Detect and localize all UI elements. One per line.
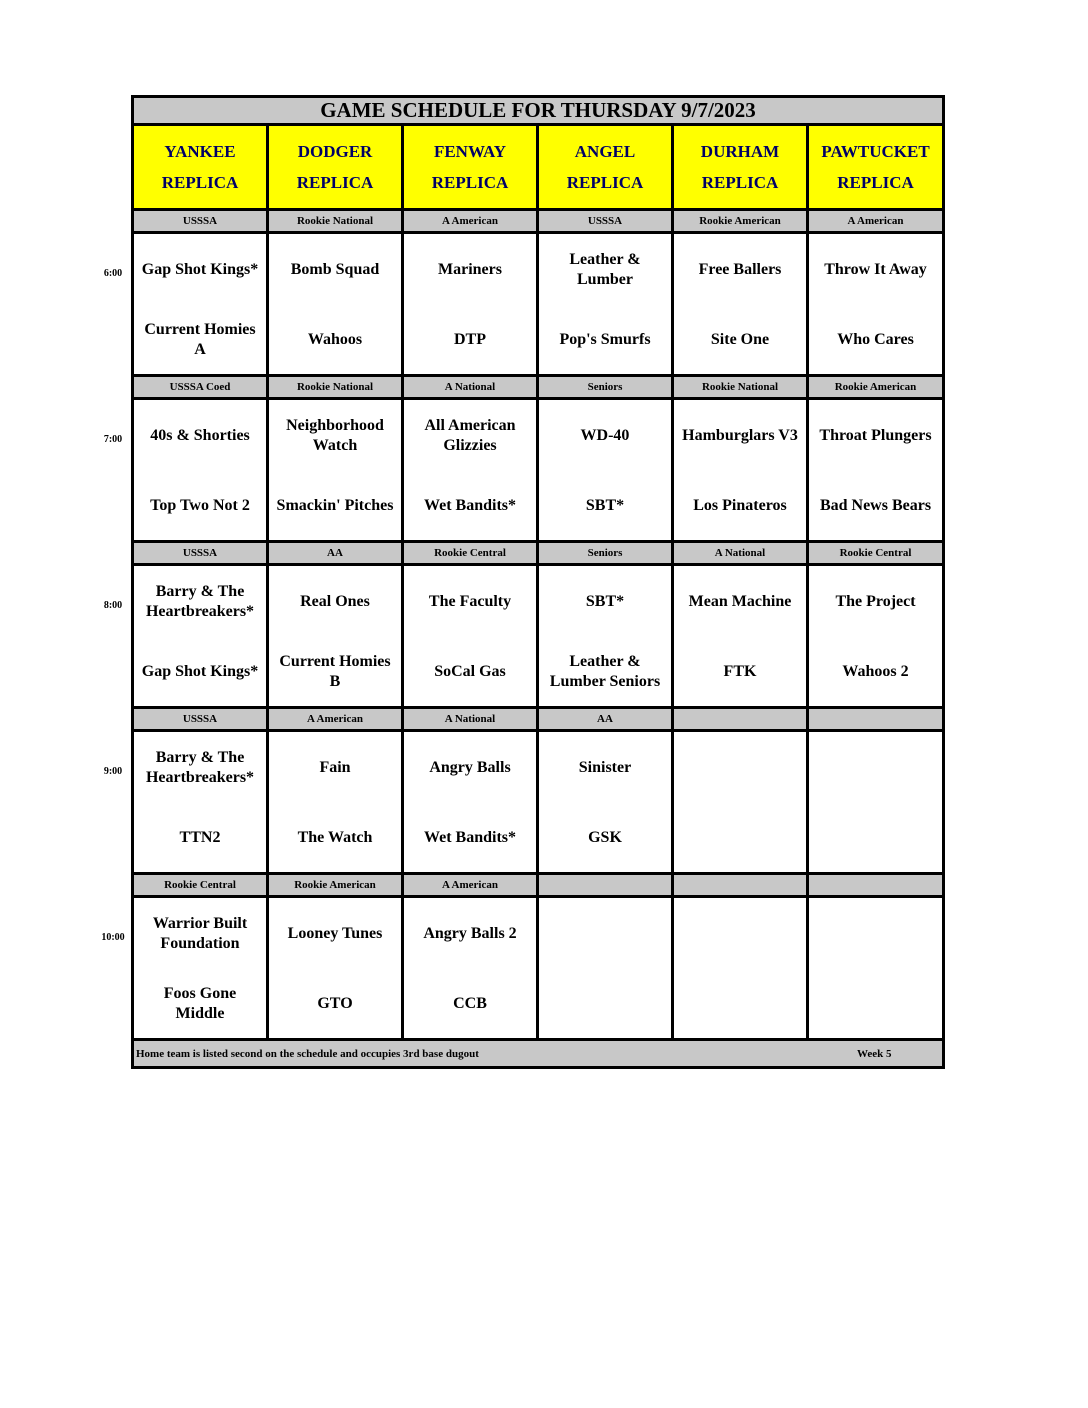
game-row bbox=[134, 732, 942, 875]
division-label: USSSA Coed bbox=[134, 377, 269, 397]
home-team: FTK bbox=[723, 663, 757, 680]
game-cell bbox=[674, 234, 809, 374]
away-team: Mariners bbox=[438, 261, 502, 278]
field-header: DODGER REPLICA bbox=[269, 126, 404, 208]
away-team bbox=[736, 898, 744, 970]
game-cell bbox=[134, 732, 269, 872]
home-team: SBT* bbox=[585, 497, 625, 514]
division-label: Rookie American bbox=[674, 211, 809, 231]
away-team: All American Glizzies bbox=[424, 417, 516, 454]
home-team: Foos Gone Middle bbox=[163, 985, 237, 1022]
away-team: Barry & The Heartbreakers* bbox=[145, 583, 255, 620]
division-label: USSSA bbox=[539, 211, 674, 231]
game-cell bbox=[134, 400, 269, 540]
away-team: 40s & Shorties bbox=[150, 427, 250, 444]
away-team: WD-40 bbox=[580, 427, 630, 444]
division-label: Rookie Central bbox=[839, 547, 912, 559]
game-cell bbox=[404, 566, 539, 706]
home-team: Wet Bandits* bbox=[423, 829, 516, 846]
division-label: Rookie National bbox=[269, 377, 404, 397]
game-cell bbox=[809, 566, 942, 706]
home-team: CCB bbox=[453, 995, 487, 1012]
game-cell bbox=[539, 234, 674, 374]
footer-note: Home team is listed second on the schedule and occupies 3rd base dugout bbox=[136, 1047, 479, 1060]
division-label bbox=[809, 709, 942, 729]
home-team: TTN2 bbox=[179, 829, 221, 846]
home-team bbox=[872, 970, 880, 1038]
away-team: Bomb Squad bbox=[290, 261, 380, 278]
week-label: Week 5 bbox=[857, 1047, 892, 1060]
game-row bbox=[134, 400, 942, 543]
division-label: USSSA bbox=[134, 543, 269, 563]
game-cell bbox=[539, 566, 674, 706]
division-row bbox=[134, 543, 942, 566]
game-cell bbox=[674, 566, 809, 706]
time-slot-label: 6:00 bbox=[103, 268, 123, 279]
division-label: Rookie National bbox=[269, 211, 404, 231]
home-team: Leather & Lumber Seniors bbox=[549, 653, 661, 690]
home-team: GSK bbox=[588, 829, 622, 846]
game-cell bbox=[809, 732, 942, 872]
home-team: Site One bbox=[710, 331, 770, 348]
home-team: Current Homies B bbox=[279, 653, 391, 690]
division-row bbox=[134, 377, 942, 400]
field-header: DURHAM REPLICA bbox=[674, 126, 809, 208]
away-team: Barry & The Heartbreakers* bbox=[145, 749, 255, 786]
field-header: ANGEL REPLICA bbox=[539, 126, 674, 208]
home-team: The Watch bbox=[297, 829, 373, 846]
home-team bbox=[736, 970, 744, 1038]
away-team: SBT* bbox=[585, 593, 625, 610]
division-label bbox=[674, 709, 809, 729]
away-team: Real Ones bbox=[300, 593, 370, 610]
home-team: DTP bbox=[454, 331, 486, 348]
game-cell bbox=[404, 234, 539, 374]
home-team: Wahoos 2 bbox=[842, 663, 909, 680]
division-label: AA bbox=[269, 543, 404, 563]
away-team: Neighborhood Watch bbox=[286, 417, 384, 454]
division-label: AA bbox=[539, 709, 674, 729]
game-cell bbox=[674, 898, 809, 1038]
home-team: Smackin' Pitches bbox=[276, 497, 394, 514]
home-team: Gap Shot Kings* bbox=[141, 663, 259, 680]
field-header-row bbox=[134, 126, 942, 211]
game-cell bbox=[539, 732, 674, 872]
division-label: USSSA bbox=[134, 211, 269, 231]
game-cell bbox=[269, 566, 404, 706]
home-team bbox=[872, 804, 880, 872]
home-team: SoCal Gas bbox=[434, 663, 506, 680]
home-team: Bad News Bears bbox=[819, 497, 932, 514]
away-team bbox=[872, 898, 880, 970]
division-label: Seniors bbox=[539, 377, 674, 397]
division-label: A National bbox=[404, 377, 539, 397]
time-slot-label: 7:00 bbox=[103, 434, 123, 445]
away-team: Fain bbox=[319, 759, 351, 776]
game-cell bbox=[269, 234, 404, 374]
away-team: Hamburglars V3 bbox=[682, 427, 798, 444]
home-team: Los Pinateros bbox=[693, 497, 787, 514]
time-slot-label: 8:00 bbox=[103, 600, 123, 611]
away-team bbox=[601, 898, 609, 970]
division-label: A American bbox=[847, 215, 904, 227]
game-cell bbox=[134, 566, 269, 706]
home-team: Who Cares bbox=[837, 331, 914, 348]
game-cell bbox=[539, 898, 674, 1038]
away-team: The Faculty bbox=[428, 593, 512, 610]
game-row bbox=[134, 898, 942, 1041]
game-row bbox=[134, 234, 942, 377]
game-cell bbox=[809, 898, 942, 1038]
home-team: Top Two Not 2 bbox=[150, 497, 250, 514]
game-row bbox=[134, 566, 942, 709]
away-team bbox=[736, 732, 744, 804]
game-cell bbox=[539, 400, 674, 540]
away-team: Looney Tunes bbox=[287, 925, 383, 942]
division-label bbox=[674, 875, 809, 895]
time-slot-label: 9:00 bbox=[103, 766, 123, 777]
division-row bbox=[134, 875, 942, 898]
away-team: Mean Machine bbox=[688, 593, 792, 610]
game-cell bbox=[404, 732, 539, 872]
field-header: PAWTUCKET REPLICA bbox=[821, 142, 930, 192]
division-label: Rookie National bbox=[674, 377, 809, 397]
schedule-title: GAME SCHEDULE FOR THURSDAY 9/7/2023 bbox=[134, 98, 942, 126]
field-header: YANKEE REPLICA bbox=[134, 126, 269, 208]
away-team bbox=[872, 732, 880, 804]
away-team: Gap Shot Kings* bbox=[141, 261, 259, 278]
game-cell bbox=[404, 898, 539, 1038]
home-team: Wet Bandits* bbox=[423, 497, 516, 514]
division-label: Seniors bbox=[539, 543, 674, 563]
away-team: Throw It Away bbox=[824, 261, 927, 278]
home-team bbox=[736, 804, 744, 872]
away-team: Angry Balls bbox=[429, 759, 511, 776]
game-cell bbox=[674, 400, 809, 540]
division-row bbox=[134, 709, 942, 732]
division-label bbox=[809, 875, 942, 895]
game-cell bbox=[809, 400, 942, 540]
game-cell bbox=[269, 732, 404, 872]
away-team: Free Ballers bbox=[698, 261, 782, 278]
schedule-footer bbox=[134, 1041, 942, 1066]
division-label: A American bbox=[404, 875, 539, 895]
home-team: Wahoos bbox=[307, 331, 363, 348]
division-label: USSSA bbox=[134, 709, 269, 729]
away-team: Warrior Built Foundation bbox=[152, 915, 248, 952]
time-slot-label: 10:00 bbox=[101, 932, 125, 943]
away-team: Leather & Lumber bbox=[569, 251, 641, 288]
home-team: Current Homies A bbox=[144, 321, 256, 358]
home-team: Pop's Smurfs bbox=[559, 331, 651, 348]
division-label bbox=[539, 875, 674, 895]
division-label: A American bbox=[269, 709, 404, 729]
game-cell bbox=[134, 898, 269, 1038]
field-header: FENWAY REPLICA bbox=[404, 126, 539, 208]
away-team: Throat Plungers bbox=[819, 427, 932, 444]
away-team: Sinister bbox=[578, 759, 632, 776]
game-cell bbox=[674, 732, 809, 872]
away-team: Angry Balls 2 bbox=[423, 925, 517, 942]
division-label: A National bbox=[674, 543, 809, 563]
division-label: A American bbox=[404, 211, 539, 231]
division-row bbox=[134, 211, 942, 234]
division-label: Rookie Central bbox=[404, 543, 539, 563]
home-team: GTO bbox=[317, 995, 353, 1012]
home-team bbox=[601, 970, 609, 1038]
away-team: The Project bbox=[835, 593, 916, 610]
division-label: A National bbox=[404, 709, 539, 729]
division-label: Rookie American bbox=[834, 381, 917, 393]
schedule-table bbox=[131, 95, 945, 1069]
division-label: Rookie Central bbox=[134, 875, 269, 895]
division-label: Rookie American bbox=[269, 875, 404, 895]
game-cell bbox=[134, 234, 269, 374]
game-cell bbox=[809, 234, 942, 374]
game-cell bbox=[404, 400, 539, 540]
game-cell bbox=[269, 400, 404, 540]
game-cell bbox=[269, 898, 404, 1038]
